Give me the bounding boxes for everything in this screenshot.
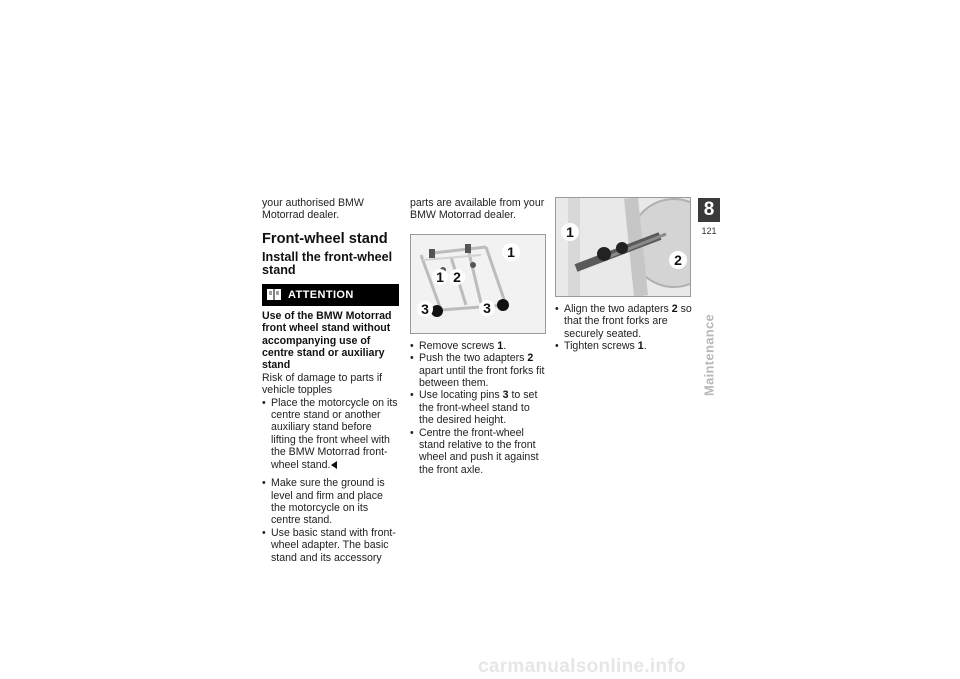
list-item: • Make sure the ground is level and firm and place the motorcycle on its centre stand. xyxy=(262,477,399,527)
attention-label: ATTENTION xyxy=(288,288,354,301)
warning-item-text: Place the motorcycle on its centre stand or another auxiliary stand before lifting the front wheel with the BMW Motorrad front-wheel stand. xyxy=(271,396,398,471)
page-number: 121 xyxy=(701,226,717,236)
figure-label: 2 xyxy=(453,268,461,285)
figure-label: 1 xyxy=(507,243,515,260)
subsection-heading: Install the front-wheel stand xyxy=(262,249,393,278)
list-item: • Centre the front-wheel stand relative to the front wheel and push it against the front axle. xyxy=(410,427,547,477)
figure-label: 1 xyxy=(436,268,444,285)
list-item xyxy=(262,397,399,471)
list-item: • Push the two adapters 2 apart until the front forks fit between them. xyxy=(410,352,547,389)
figure-label: 3 xyxy=(421,300,429,317)
list-item: • Remove screws 1. xyxy=(410,340,547,352)
figure-label: 3 xyxy=(483,299,491,316)
fork-adapter-figure xyxy=(555,197,691,297)
list-item: • Use locating pins 3 to set the front-wheel stand to the desired height. xyxy=(410,389,547,426)
figure-label: 1 xyxy=(566,224,574,240)
front-wheel-stand-figure xyxy=(410,234,546,334)
intro-text: your authorised BMW Motorrad dealer. xyxy=(262,197,364,222)
steps-list xyxy=(410,340,547,476)
end-marker-icon xyxy=(331,461,337,469)
fork-illustration xyxy=(556,198,690,296)
warning-risk: Risk of damage to parts if vehicle topples xyxy=(262,371,383,397)
attention-banner xyxy=(262,284,399,306)
stand-illustration xyxy=(411,235,545,333)
section-heading: Front-wheel stand xyxy=(262,230,388,247)
list-item: • Tighten screws 1. xyxy=(555,340,692,352)
steps-list xyxy=(262,477,399,564)
figure-label: 2 xyxy=(674,252,682,268)
watermark: carmanualsonline.info xyxy=(478,656,686,677)
column-2 xyxy=(410,197,547,476)
warning-title: Use of the BMW Motorrad front wheel stand without accompanying use of centre stand or auxiliary stand xyxy=(262,309,392,372)
chapter-number: 8 xyxy=(698,198,720,222)
column-1 xyxy=(262,197,399,564)
warning-list xyxy=(262,397,399,471)
continued-text: parts are available from your BMW Motorrad dealer. xyxy=(410,197,545,222)
steps-list xyxy=(555,303,692,353)
list-item: • Use basic stand with front-wheel adapter. The basic stand and its accessory xyxy=(262,527,399,564)
list-item: • Align the two adapters 2 so that the front forks are securely seated. xyxy=(555,303,692,340)
book-warning-icon xyxy=(266,288,282,301)
section-tab: Maintenance xyxy=(701,313,717,397)
column-3 xyxy=(555,197,692,353)
